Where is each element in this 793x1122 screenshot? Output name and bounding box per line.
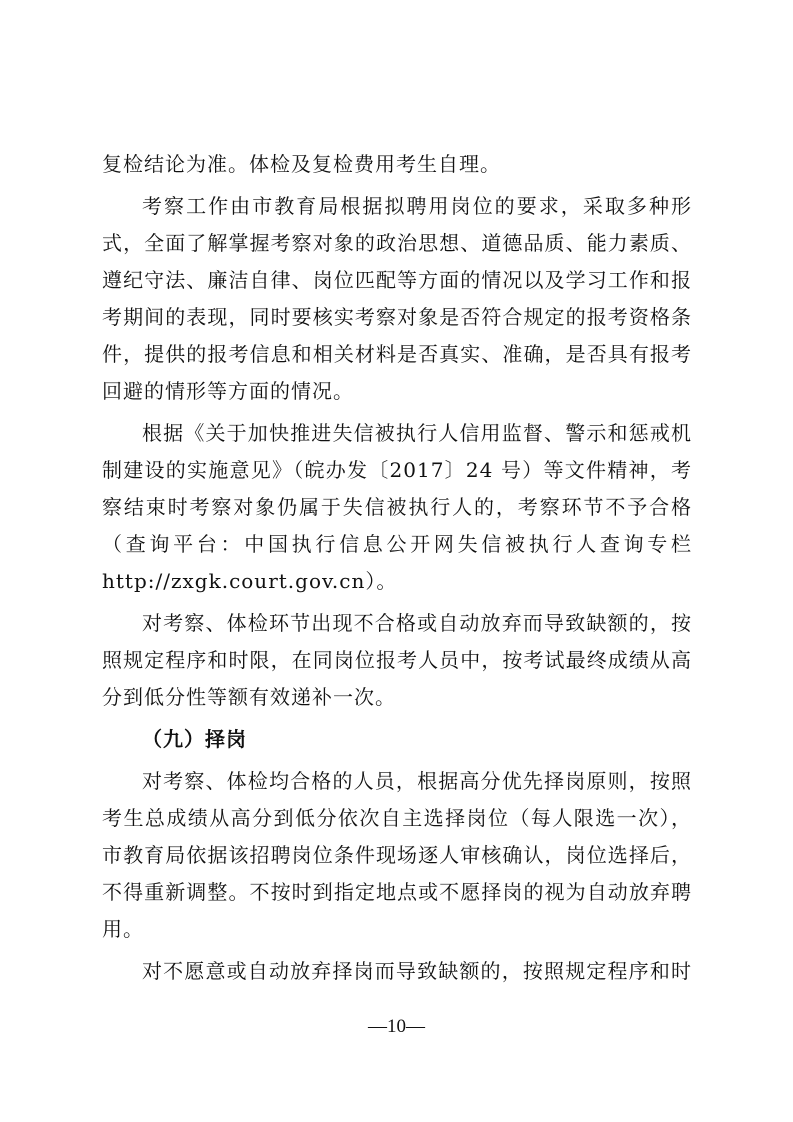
paragraph-line: 察结束时考察对象仍属于失信被执行人的，考察环节不予合格 [102,495,692,519]
paragraph-line: 考期间的表现，同时要核实考察对象是否符合规定的报考资格条 [102,305,692,329]
paragraph-line: 分到低分性等额有效递补一次。 [102,685,396,709]
paragraph-line: 式，全面了解掌握考察对象的政治思想、道德品质、能力素质、 [102,231,692,255]
paragraph-line: 件，提供的报考信息和相关材料是否真实、准确，是否具有报考 [102,342,692,366]
url-line: http://zxgk.court.gov.cn）。 [102,569,398,593]
paragraph-line: （查询平台：中国执行信息公开网失信被执行人查询专栏 [102,532,692,556]
paragraph-line: 对考察、体检环节出现不合格或自动放弃而导致缺额的，按 [142,611,692,635]
paragraph-line: 对考察、体检均合格的人员，根据高分优先择岗原则，按照 [142,769,692,793]
paragraph-line: 考察工作由市教育局根据拟聘用岗位的要求，采取多种形 [142,194,692,218]
page-number: —10— [368,1016,425,1037]
section-heading: （九）择岗 [142,727,247,751]
paragraph-line: 考生总成绩从高分到低分依次自主选择岗位（每人限选一次）， [102,806,692,830]
paragraph-line: 不得重新调整。不按时到指定地点或不愿择岗的视为自动放弃聘 [102,880,692,904]
paragraph-line: 回避的情形等方面的情况。 [102,379,354,403]
document-page [102,146,692,990]
paragraph-line: 制建设的实施意见》（皖办发〔2017〕24 号）等文件精神，考 [102,458,692,482]
paragraph-line: 照规定程序和时限，在同岗位报考人员中，按考试最终成绩从高 [102,648,692,672]
paragraph-line: 用。 [102,917,144,941]
paragraph-line: 复检结论为准。体检及复检费用考生自理。 [102,152,501,176]
paragraph-line: 对不愿意或自动放弃择岗而导致缺额的，按照规定程序和时 [142,959,692,983]
paragraph-line: 遵纪守法、廉洁自律、岗位匹配等方面的情况以及学习工作和报 [102,268,692,292]
paragraph-line: 市教育局依据该招聘岗位条件现场逐人审核确认，岗位选择后， [102,843,692,867]
paragraph-line: 根据《关于加快推进失信被执行人信用监督、警示和惩戒机 [142,421,692,445]
